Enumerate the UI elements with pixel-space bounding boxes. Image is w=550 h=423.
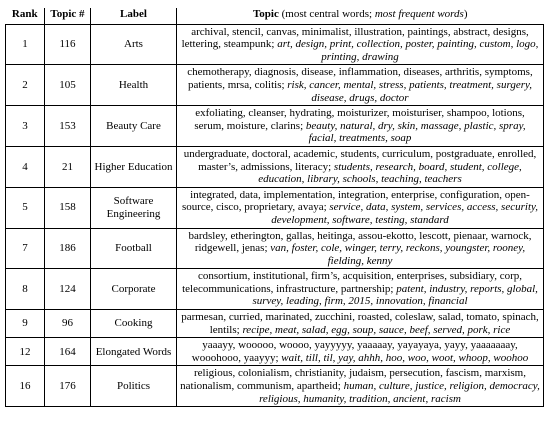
cell-label: Health	[91, 65, 177, 106]
cell-rank: 2	[6, 65, 45, 106]
frequent-words: risk, cancer, mental, stress, patients, treatment, surgery, disease, drugs, doctor	[287, 78, 533, 104]
cell-topic-number: 21	[45, 146, 91, 187]
header-topic-paren-close: )	[463, 8, 468, 20]
central-words: integrated, data, implementation, integration, enterprise, configuration, open-source, cisco, proprietary, avaya;	[181, 188, 530, 214]
central-words: yaaayy, wooooo, woooo, yayyyyy, yaaaaay, yayayaya, yayy, yaaaaaaay, wooohooo, yaayyy;	[191, 339, 518, 364]
cell-rank: 9	[6, 310, 45, 338]
cell-topic-words	[177, 366, 544, 407]
frequent-words: beauty, natural, dry, skin, massage, plastic, spray, facial, treatments, soap	[305, 119, 526, 145]
cell-label: Elongated Words	[91, 338, 177, 366]
central-words: bardsley, etherington, gallas, heitinga, assou-ekotto, lescott, pienaar, warnock, ridgewell, jenas;	[188, 229, 532, 255]
table-row	[6, 187, 544, 228]
frequent-words: wait, till, til, yay, ahhh, hoo, woo, woot, whoop, woohoo	[281, 351, 529, 364]
table-row	[6, 310, 544, 338]
central-words: undergraduate, doctoral, academic, students, curriculum, postgraduate, enrolled, master’s, admissions, literacy;	[183, 147, 537, 173]
central-words: religious, colonialism, christianity, judaism, persecution, fascism, marxism, nationalism, communism, apartheid;	[180, 367, 526, 393]
cell-topic-number: 186	[45, 228, 91, 269]
cell-topic-words	[177, 338, 544, 366]
central-words: parmesan, curried, marinated, zucchini, roasted, coleslaw, salad, tomato, spinach, lentils;	[181, 311, 539, 336]
cell-rank: 12	[6, 338, 45, 366]
cell-rank: 1	[6, 24, 45, 65]
header-topic	[177, 8, 544, 24]
cell-topic-words	[177, 310, 544, 338]
cell-topic-words	[177, 24, 544, 65]
cell-label: Higher Education	[91, 146, 177, 187]
cell-topic-words	[177, 106, 544, 147]
header-topic-bold: Topic	[252, 8, 279, 20]
cell-topic-number: 124	[45, 269, 91, 310]
cell-rank: 7	[6, 228, 45, 269]
header-label: Label	[91, 8, 177, 24]
cell-topic-words	[177, 187, 544, 228]
cell-topic-words	[177, 228, 544, 269]
cell-topic-words	[177, 65, 544, 106]
table-row	[6, 24, 544, 65]
frequent-words: patent, industry, reports, global, survey, leading, firm, 2015, innovation, financial	[252, 282, 538, 308]
cell-label: Corporate	[91, 269, 177, 310]
central-words: exfoliating, cleanser, hydrating, moisturizer, moisturiser, shampoo, lotions, serum, moisture, clarins;	[194, 107, 525, 132]
cell-rank: 4	[6, 146, 45, 187]
topics-table	[5, 8, 544, 407]
central-words: archival, stencil, canvas, minimalist, illustration, paintings, abstract, designs, lettering, steampunk;	[181, 25, 529, 51]
header-rank: Rank	[6, 8, 45, 24]
frequent-words: recipe, meat, salad, egg, soup, sauce, beef, served, pork, rice	[242, 323, 511, 336]
cell-label: Politics	[91, 366, 177, 407]
cell-rank: 5	[6, 187, 45, 228]
central-words: chemotherapy, diagnosis, disease, inflammation, diseases, arthritis, symptoms, patients, mrsa, colitis;	[187, 66, 533, 91]
table-row	[6, 106, 544, 147]
table-row	[6, 366, 544, 407]
cell-rank: 16	[6, 366, 45, 407]
table-row	[6, 228, 544, 269]
cell-label: Software Engineering	[91, 187, 177, 228]
cell-label: Beauty Care	[91, 106, 177, 147]
cell-topic-number: 176	[45, 366, 91, 407]
table-row	[6, 269, 544, 310]
frequent-words: service, data, system, services, access, security, development, software, testing, standard	[271, 201, 539, 226]
cell-topic-words	[177, 269, 544, 310]
table-row	[6, 65, 544, 106]
frequent-words: human, culture, justice, religion, democracy, religious, humanity, tradition, ancient, racism	[259, 380, 540, 405]
table-body	[6, 24, 544, 407]
cell-topic-words	[177, 146, 544, 187]
cell-topic-number: 96	[45, 310, 91, 338]
cell-rank: 3	[6, 106, 45, 147]
header-topic-paren-italic: most frequent words	[374, 8, 464, 20]
frequent-words: students, research, board, student, college, education, library, schools, teaching, teachers	[258, 160, 522, 186]
header-topic-paren-open: (most central words;	[278, 8, 375, 20]
table-row	[6, 146, 544, 187]
table-row	[6, 338, 544, 366]
cell-label: Arts	[91, 24, 177, 65]
cell-topic-number: 116	[45, 24, 91, 65]
table-header-row	[6, 8, 544, 24]
cell-topic-number: 105	[45, 65, 91, 106]
frequent-words: van, foster, cole, winger, terry, reckons, youngster, rooney, fielding, kenny	[270, 242, 526, 267]
central-words: consortium, institutional, firm’s, acquisition, enterprises, subsidiary, corp, telecommunications, infrastructure, partnership;	[182, 270, 523, 295]
header-topic-number: Topic #	[45, 8, 91, 24]
cell-topic-number: 158	[45, 187, 91, 228]
frequent-words: art, design, print, collection, poster, painting, custom, logo, printing, drawing	[277, 38, 539, 63]
cell-rank: 8	[6, 269, 45, 310]
cell-label: Cooking	[91, 310, 177, 338]
cell-topic-number: 153	[45, 106, 91, 147]
cell-topic-number: 164	[45, 338, 91, 366]
cell-label: Football	[91, 228, 177, 269]
